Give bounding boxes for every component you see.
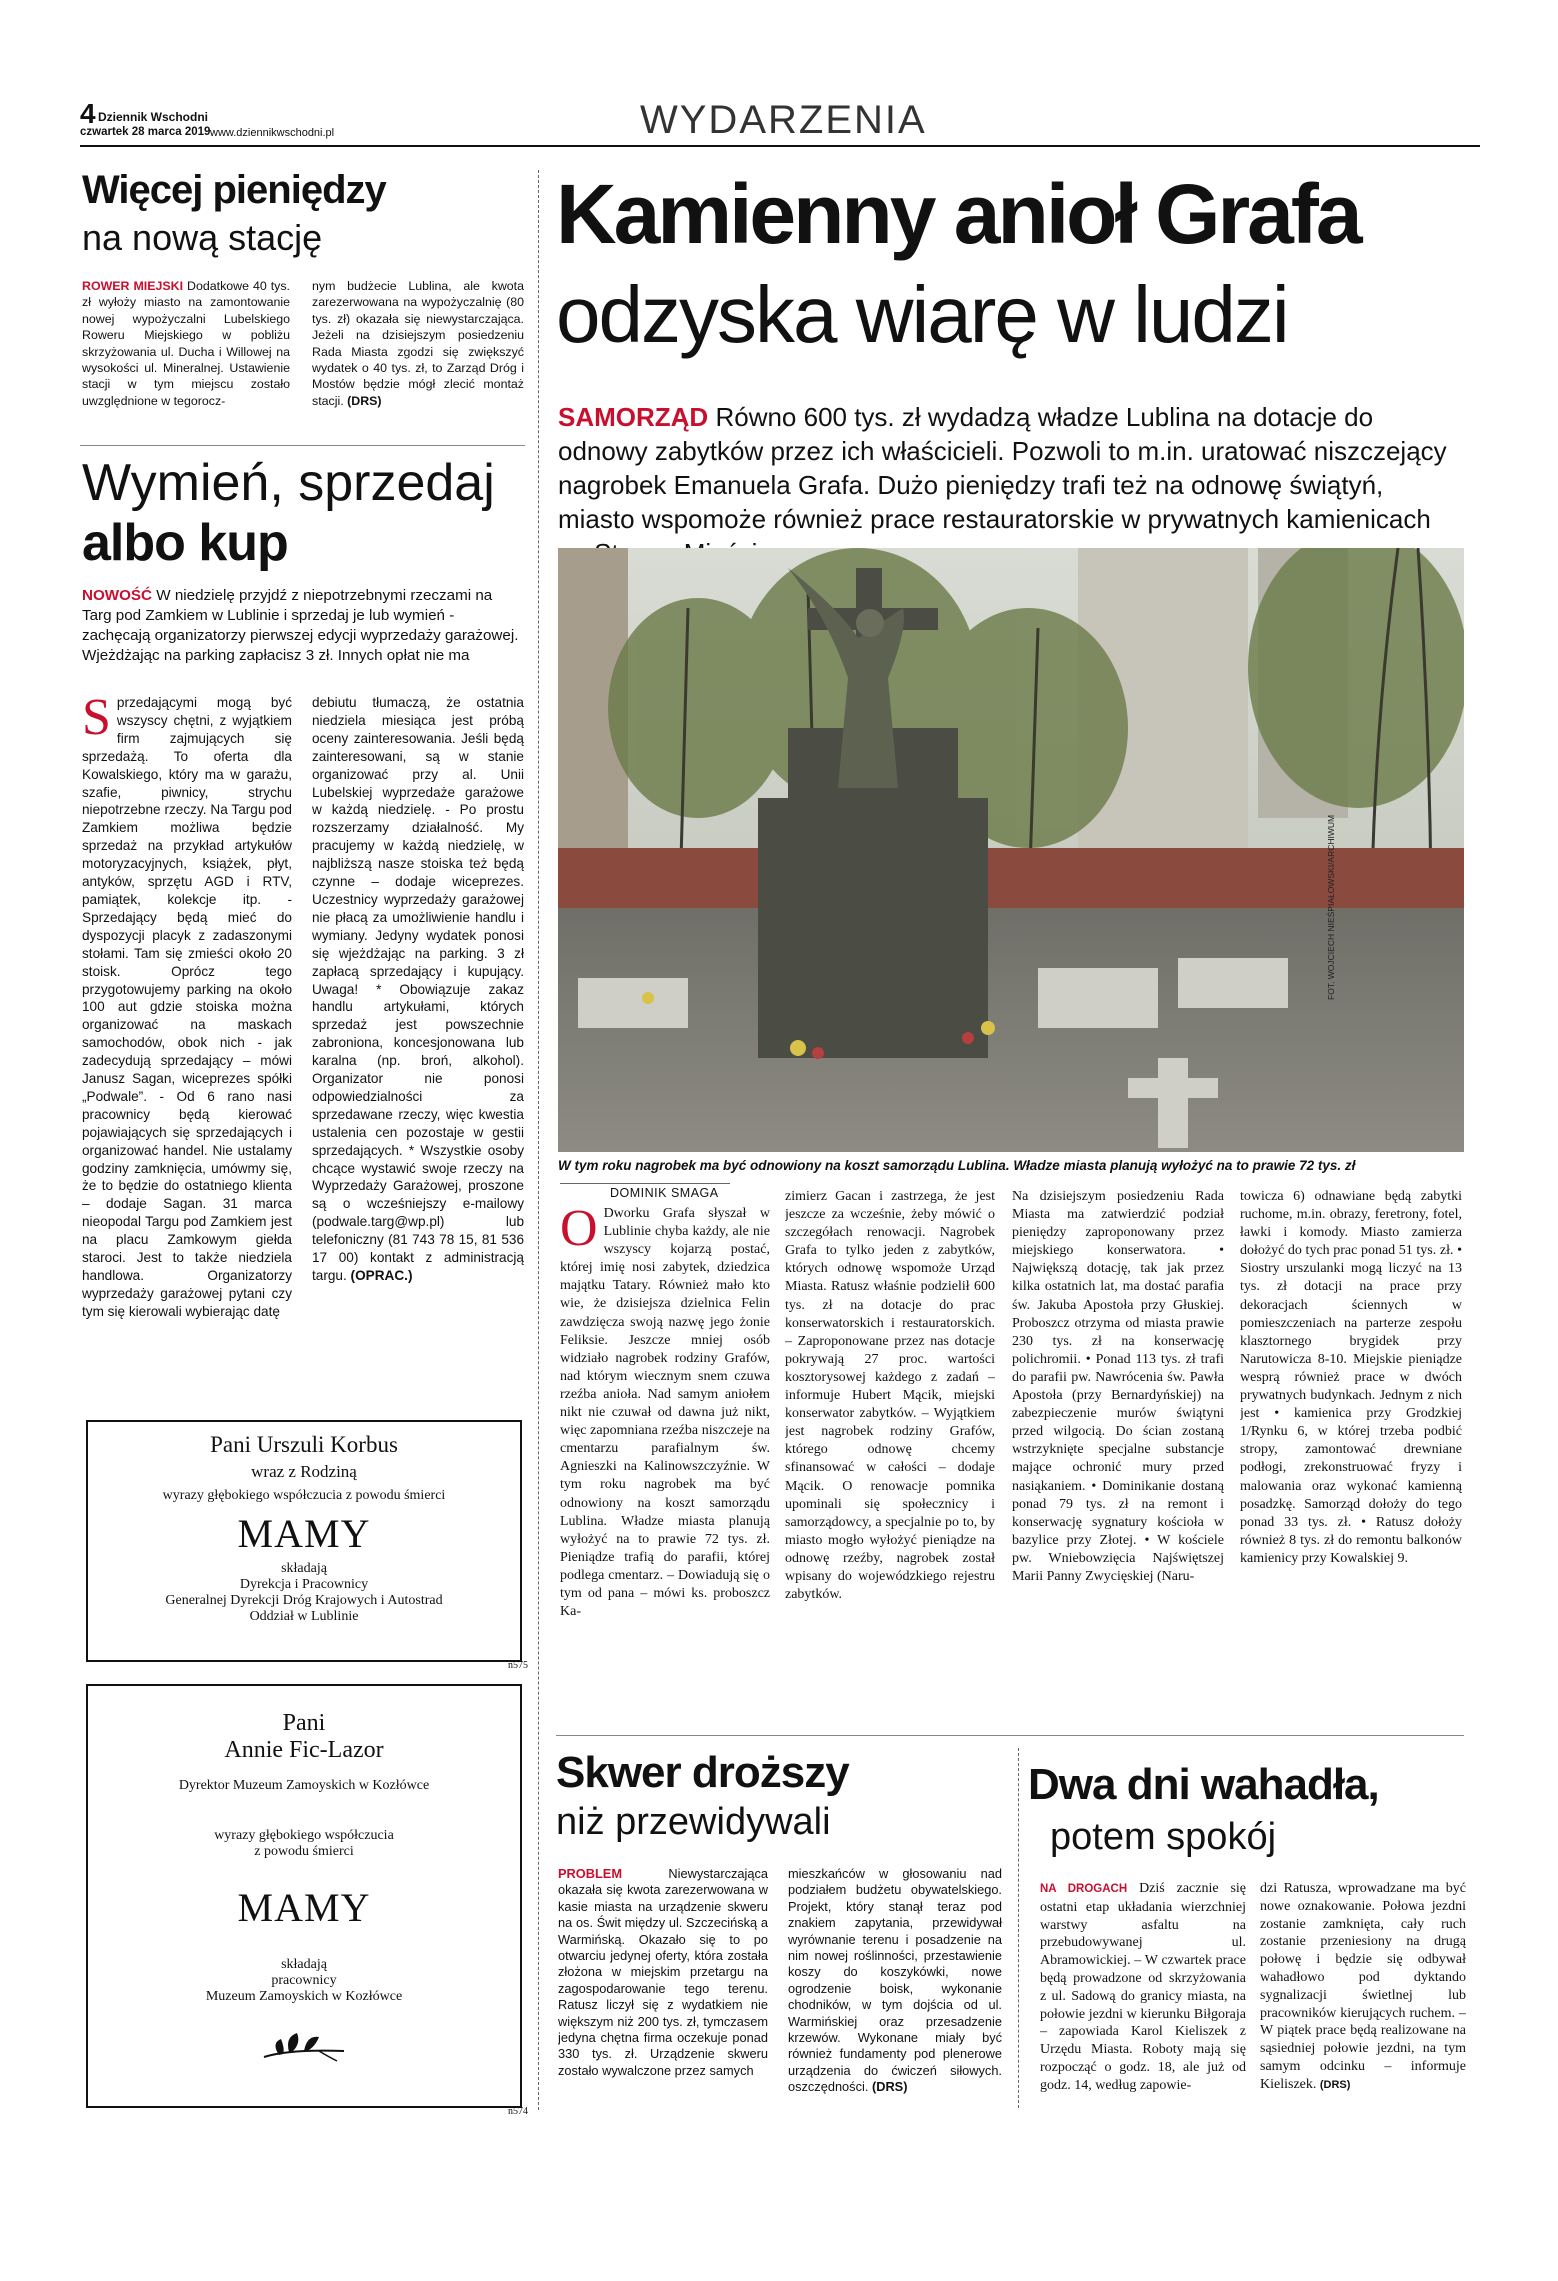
obit2-name1: Pani — [282, 1710, 326, 1736]
issue-date: czwartek 28 marca 2019 — [80, 126, 211, 138]
aniol-title-light: odzyska wiarę w ludzi — [556, 270, 1288, 359]
photo-caption: W tym roku nagrobek ma być odnowiony na koszt samorządu Lublina. Władze miasta planują wyłożyć na to prawie 72 tys. zł — [558, 1158, 1356, 1173]
header-rule — [80, 145, 1480, 147]
stacja-title-light: na nową stację — [82, 217, 323, 258]
skwer-col1 — [558, 1866, 768, 2106]
aniol-col2 — [785, 1188, 995, 1725]
obit1-condolence: wyrazy głębokiego współczucia z powodu śmierci — [162, 1488, 446, 1503]
section-title: WYDARZENIA — [640, 98, 927, 142]
skwer-signoff: (DRS) — [871, 2079, 908, 2095]
wahadlo-title-light: potem spokój — [1050, 1816, 1277, 1858]
obit2-code: n574 — [508, 2106, 528, 2117]
aniol-title-bold: Kamienny anioł Grafa — [556, 167, 1360, 261]
obit2-role: Dyrektor Muzeum Zamoyskich w Kozłówce — [178, 1778, 430, 1793]
targ-body-2: debiutu tłumaczą, że ostatnia niedziela miesiąca jest próbą oceny zainteresowania. Jeśli będą zainteresowani, są w stanie organizować przy al. Unii Lubelskiej wyprzedaże garażowe w każdą niedzielę. - Po prostu rozszerzamy działalność. My pracujemy w każdą niedzielę, w najbliższą nasze stoiska też będą czynne – dodaje wiceprezes. Uczestnicy wyprzedaży garażowej nie płacą za umożliwienie handlu i wymiany. Jedyny wydatek ponosi się wjeżdżając na parking. 3 zł zapłacą sprzedający i kupujący. Uwaga! * Obowiązuje zakaz handlu artykułami, których sprzedaż jest powszechnie zabroniona, koncesjonowana lub karalna (np. broń, alkohol). Organizator nie ponosi odpowiedzialności za sprzedawane rzeczy, więc kwestia ustalenia cen pozostaje w gestii sprzedających. * Wszystkie osoby chcące wystawić swoje rzeczy na Wyprzedaży Garażowej, proszone są o wcześniejszy e-mailowy (podwale.targ@wp.pl) lub telefoniczny (81 743 78 15, 81 536 17 00) kontakt z administracją targu. — [312, 695, 524, 1283]
targ-col2 — [312, 694, 524, 1414]
obit2-condolence1: wyrazy głębokiego współczucia — [214, 1828, 394, 1843]
bottom-divider — [1018, 1748, 1020, 2108]
targ-lead-text: W niedzielę przyjdź z niepotrzebnymi rzeczami na Targ pod Zamkiem w Lublinie i sprzedaj je lub wymień - zachęcają organizatorzy pierwszej edycji wyprzedaży garażowej. Wjeżdżając na parking zapłacisz 3 zł. Innych opłat nie ma — [82, 587, 519, 664]
aniol-kicker: SAMORZĄD — [558, 402, 709, 432]
wahadlo-body-2: dzi Ratusza, wprowadzane ma być nowe oznakowanie. Połowa jezdni zostanie zamknięta, cały ruch zostanie przeniesiony na drugą połowę i będzie się odbywał wahadłowo pod dyktando sygnalizacji świetlnej lub pracowników kierujących ruchem. – W piątek prace będą realizowane na sąsiedniej połowie jezdni, na tym samym odcinku – informuje Kieliszek. — [1260, 1881, 1466, 2092]
bottom-rule — [556, 1735, 1464, 1736]
wahadlo-signoff: (DRS) — [1319, 2078, 1351, 2091]
stacja-col1 — [82, 278, 290, 458]
obituary-fic-lazor — [86, 1684, 522, 2108]
skwer-title-bold: Skwer droższy — [556, 1748, 849, 1797]
obit2-from3: Muzeum Zamoyskich w Kozłówce — [205, 1989, 403, 2004]
wahadlo-body-1: Dziś zacznie się ostatni etap układania wierzchniej warstwy asfaltu na przebudowywanej ul. Abramowickiej. – W czwartek prace będą prowadzone od skrzyżowania z ul. Sadową do granicy miasta, na połowie jezdni w kierunku Biłgoraja – zapowiada Karol Kieliszek z Urzędu Miasta. Roboty mają się rozpocząć o godz. 18, ale już od godz. 14, według zapowie- — [1040, 1881, 1246, 2093]
obit2-from1: składają — [281, 1957, 327, 1972]
aniol-body-1: Dworku Grafa słyszał w Lublinie chyba każdy, ale nie wszyscy kojarzą postać, której imię nosi zabytek, dziedzica majątku Tatary. Również mało kto wie, że dzisiejsza dzielnica Felin zawdzięcza swoją nazwę jego żonie Feliksie. Jeszcze mniej osób widziało nagrobek rodziny Grafów, nad którym wiecznym snem czuwa rzeźba anioła. Nad samym aniołem nikt nie czuwał od dawna już nikt, więc zapomniana rzeźba niszczeje na cmentarzu parafialnym św. Agnieszki na Kalinowszczyźnie. W tym roku nagrobek ma być odnowiony na koszt samorządu Lublina. Władze miasta planują wyłożyć na to prawie 72 tys. zł. Pieniądze trafią do parafii, której podlega cmentarz. – Dowiadują się o tym od pana – mówi ks. proboszcz Ka- — [560, 1206, 770, 1620]
stacja-body-2: nym budżecie Lublina, ale kwota zarezerwowana na wypożyczalnię (80 tys. zł) okazała się niewystarczająca. Jeżeli na dzisiejszym posiedzeniu Rada Miasta zgodzi się zwiększyć wydatek o 40 tys. zł, to Zarząd Dróg i Mostów będzie mógł zlecić montaż stacji. — [312, 279, 524, 408]
aniol-body-4: towicza 6) odnawiane będą zabytki ruchome, m.in. obrazy, feretrony, fotel, ławki i komody. Miasto zamierza dołożyć do tych prac ponad 51 tys. zł. • Siostry urszulanki mogą liczyć na 13 tys. zł dotacji na prace przy dekoracjach ściennych w pomieszczeniach na parterze zespołu klasztornego brygidek przy Narutowicza 8-10. Miejskie pieniądze wesprą również prace w dwóch prywatnych budynkach. Jednym z nich jest • kamienica przy Grodzkiej 1/Rynku 6, w której trzeba podbić stropy, zamontować drewniane podłogi, zrekonstruować fryzy i malowania oraz wykonać kamienną posadzkę. Samorząd dołoży do tego ponad 33 tys. zł. • Ratusz dołoży również 8 tys. zł do remontu balkonów kamienicy przy Kowalskiej 9. — [1240, 1189, 1462, 1566]
obit1-mama: MAMY — [237, 1511, 371, 1556]
stacja-signoff: (DRS) — [347, 393, 382, 408]
wahadlo-col1 — [1040, 1880, 1246, 2108]
skwer-body-1: Niewystarczająca okazała się kwota zarezerwowana w kasie miasta na urządzenie skweru na os. Świt między ul. Szczecińską a Warmińską. Okazało się to po otwarciu jedynej oferty, która została złożona w miejskim przetargu na zagospodarowanie tego terenu. Ratusz liczył się z wydatkiem nie większym niż 200 tys. zł, tymczasem jedyna chętna firma oczekuje ponad 330 tys. zł. Urządzenie skweru zostało wywalczone przez samych — [558, 1866, 768, 2078]
aniol-col4 — [1240, 1188, 1462, 1725]
flower-icon — [259, 2027, 349, 2067]
stacja-col2 — [312, 278, 524, 458]
stacja-title-bold: Więcej pieniędzy — [82, 168, 386, 212]
aniol-lead-text: Równo 600 tys. zł wydadzą władze Lublina na dotacje do odnowy zabytków przez ich właścicieli. Pozwoli to m.in. uratować niszczejący nagrobek Emanuela Grafa. Dużo pieniędzy trafi też na odnowę świątyń, miasto wspomoże również prace restauratorskie w prywatnych kamienicach — [558, 402, 1447, 534]
targ-body-1: przedającymi mogą być wszyscy chętni, z wyjątkiem firm zajmujących się sprzedażą. To oferta dla Kowalskiego, który ma w garażu, szafie, piwnicy, strychu niepotrzebne rzeczy. Na Targu pod Zamkiem możliwa będzie sprzedaż na przykład artykułów motoryzacyjnych, książek, płyt, antyków, sprzętu AGD i RTV, pamiątek, kolekcje itp. - Sprzedający będą mieć do dyspozycji placyk z zadaszonymi stołami. Tam się zmieści około 20 stoisk. Oprócz tego przygotowujemy parking na około 100 aut gdzie stoiska można organizować na maskach samochodów, obok nich - jak zadecydują sprzedający – mówi Janusz Sagan, wiceprezes spółki „Podwale”. - Od 6 rano nasi pracownicy będą kierować pojawiających się sprzedających i organizować handel. Nie ustalamy godziny zamknięcia, umówmy się, że to będzie do ostatniego klienta – dodaje Sagan. 31 marca nieopodal Targu pod Zamkiem jest na placu Zamkowym giełda staroci. Jest to także niedziela handlowa. Organizatorzy wyprzedaży garażowej pytani czy tym się kierowali wybierając datę — [82, 695, 292, 1319]
obit1-with: wraz z Rodziną — [251, 1462, 357, 1481]
author-rule — [560, 1183, 730, 1184]
wahadlo-title-bold: Dwa dni wahadła, — [1028, 1760, 1379, 1809]
obituary-korbus — [86, 1420, 522, 1662]
aniol-dropcap: O — [560, 1205, 598, 1257]
targ-dropcap: S — [82, 694, 111, 746]
stacja-kicker: ROWER MIEJSKI — [82, 279, 184, 293]
paper-url[interactable]: www.dziennikwschodni.pl — [210, 127, 335, 139]
targ-signoff: (OPRAC.) — [350, 1268, 413, 1283]
targ-title-bold: albo kup — [82, 514, 288, 572]
skwer-col2 — [788, 1866, 1002, 2106]
wahadlo-col2 — [1260, 1880, 1466, 2108]
wahadlo-kicker: NA DROGACH — [1040, 1883, 1128, 1895]
skwer-kicker: PROBLEM — [558, 1866, 622, 1881]
skwer-title-light: niż przewidywali — [556, 1801, 831, 1843]
paper-name: Dziennik Wschodni — [98, 110, 209, 124]
stacja-body-1: Dodatkowe 40 tys. zł wyłoży miasto na zamontowanie nowej wypożyczalni Lubelskiego Roweru Miejskiego w pobliżu skrzyżowania ul. Ducha i Willowej na wysokości ul. Mineralnej. Ustawienie stacji w tym miejscu zostało uwzględnione w tegorocz- — [82, 279, 290, 408]
targ-title-light: Wymień, sprzedaj — [82, 454, 495, 512]
targ-lead — [82, 586, 522, 666]
skwer-body-2: mieszkańców w głosowaniu nad podziałem budżetu obywatelskiego. Projekt, który stanął teraz pod znakiem zapytania, przewidywał wyrównanie terenu i posadzenie na nim nowej roślinności, przestawienie koszy do koszykówki, nowe ogrodzenie boisk, wykonanie chodników, w tym dojścia od ul. Warmińskiej oraz przesadzenie krzewów. Wykonane miały być również fundamenty pod plenerowe urządzenia do ćwiczeń siłowych. oszczędności. — [788, 1866, 1002, 2095]
obit1-from4: Oddział w Lublinie — [249, 1609, 359, 1624]
aniol-author: DOMINIK SMAGA — [610, 1186, 719, 1200]
obit1-from2: Dyrekcja i Pracownicy — [239, 1577, 369, 1592]
obit2-mama: MAMY — [237, 1885, 371, 1930]
obit1-name: Pani Urszuli Korbus — [210, 1432, 398, 1457]
obit2-condolence2: z powodu śmierci — [254, 1844, 354, 1859]
photo-credit: FOT. WOJCIECH NIEŚPIAŁOWSKI/ARCHIWUM — [1326, 814, 1336, 1000]
aniol-lead — [558, 400, 1463, 570]
stacja-rule — [80, 445, 525, 446]
obit2-from2: pracownicy — [271, 1973, 337, 1988]
obit1-from3: Generalnej Dyrekcji Dróg Krajowych i Autostrad — [165, 1593, 443, 1608]
obit1-code: n575 — [508, 1660, 528, 1671]
page-number: 4 — [80, 98, 96, 129]
aniol-body-3: Na dzisiejszym posiedzeniu Rada Miasta ma zatwierdzić podział pieniędzy zaproponowany przez miejskiego konserwatora. • Największą dotację, tak jak przez kilka ostatnich lat, ma dostać parafia św. Jakuba Apostoła przy Głuskiej. Proboszcz otrzyma od miasta prawie 230 tys. zł na konserwację polichromii. • Ponad 113 tys. zł trafi do parafii pw. Nawrócenia św. Pawła Apostoła (przy Bernardyńskiej) na zabezpieczenie murów świątyni przed wilgocią. Do ścian zostaną wstrzyknięte specjalne substancje mające ochronić mury przed nasiąkaniem. • Dominikanie dostaną ponad 79 tys. zł na remont i konserwację sygnatury kościoła w bazylice przy Złotej. • W kościele pw. Wniebowzięcia Najświętszej Marii Panny Zwycięskiej (Naru- — [1012, 1189, 1224, 1584]
column-divider — [538, 170, 540, 2110]
targ-col1 — [82, 694, 292, 1414]
targ-kicker: NOWOŚĆ — [82, 587, 153, 604]
obit1-from1: składają — [281, 1561, 327, 1576]
aniol-col1 — [560, 1205, 770, 1725]
aniol-col3 — [1012, 1188, 1224, 1725]
aniol-body-2: zimierz Gacan i zastrzega, że jest jeszcze za wcześnie, żeby mówić o szczegółach renowacji. Nagrobek Grafa to tylko jeden z zabytków, których odnowę wspomoże Urząd Miasta. Ratusz właśnie podzielił 600 tys. zł na dotacje do prac konserwatorskich i restauratorskich. – Zaproponowane przez nas dotacje pokrywają 27 proc. wartości kosztorysowej każdego z zadań – informuje Hubert Mącik, miejski konserwator zabytków. – Wyjątkiem jest nagrobek rodziny Grafów, którego odnowę chcemy sfinansować w całości – dodaje Mącik. O renowacje pomnika upominali się społecznicy i samorządowcy, a specjalnie po to, by miasto mogło wyłożyć pieniądze na odnowę rzeźby, nagrobek został wpisany do wojewódzkiego rejestru zabytków. — [785, 1189, 995, 1603]
obit2-name2: Annie Fic-Lazor — [224, 1737, 384, 1763]
